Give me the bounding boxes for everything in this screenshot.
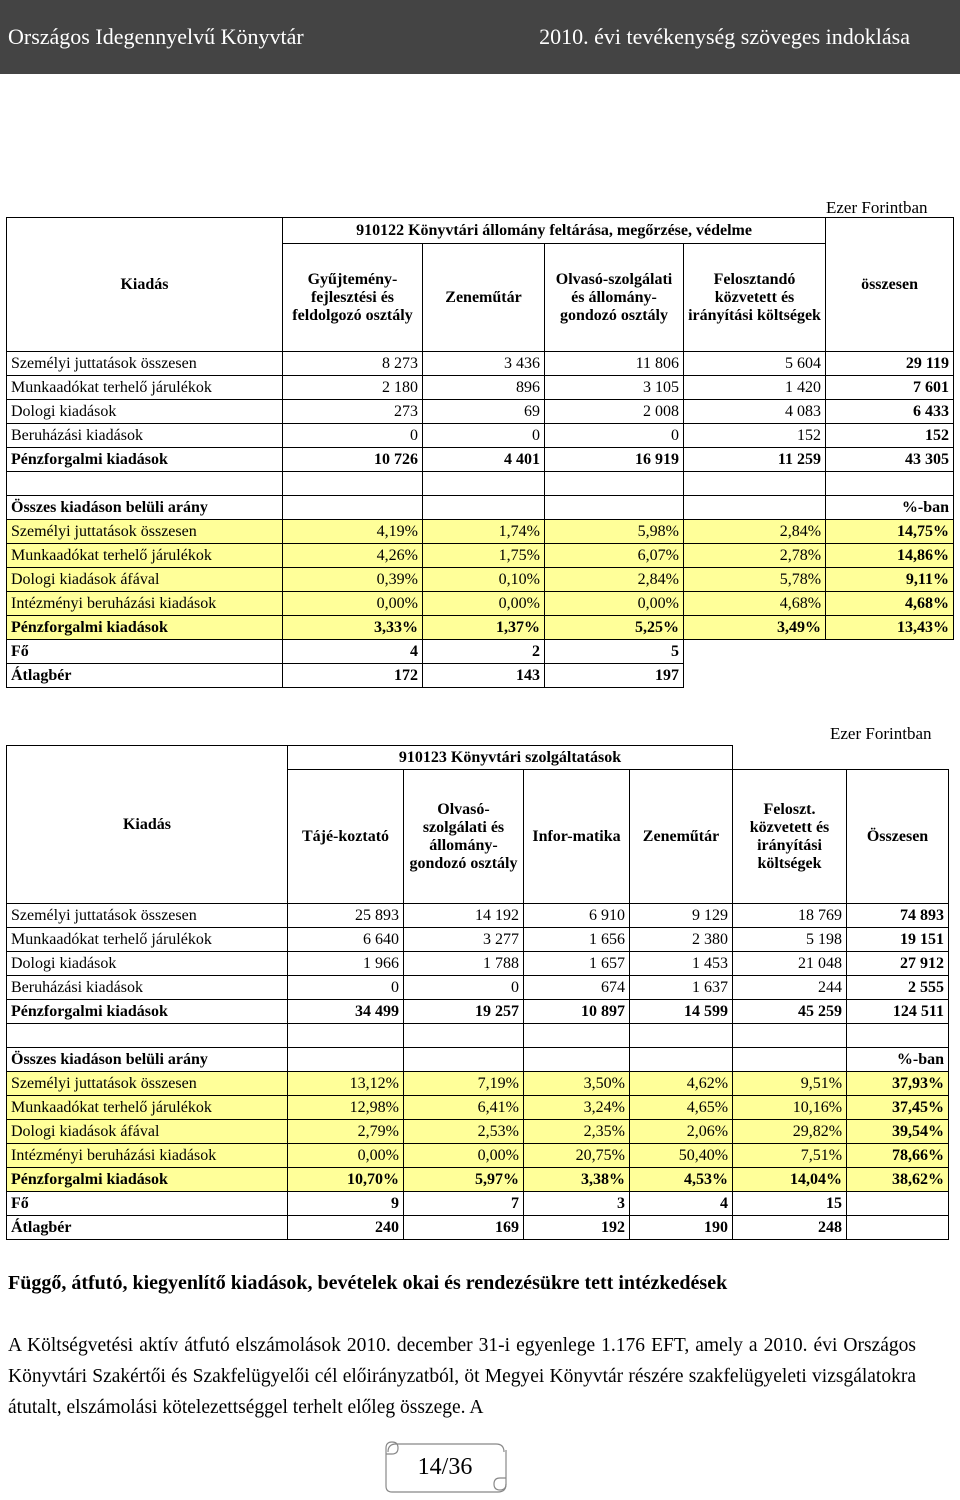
atlagber-cell: 172 (283, 664, 423, 688)
pct-row (7, 592, 954, 616)
row-label: Beruházási kiadások (7, 976, 288, 1000)
value-cell: 152 (684, 424, 826, 448)
page-header (0, 0, 960, 74)
atlagber-cell: 248 (733, 1216, 847, 1240)
pct-cell: 9,51% (733, 1072, 847, 1096)
table1-header-col1: Gyűjtemény-fejlesztési és feldolgozó osztály (283, 244, 423, 352)
total-cell: 43 305 (826, 448, 954, 472)
header-report-title: 2010. évi tevékenység szöveges indoklása (539, 24, 910, 49)
empty-cell (288, 1024, 404, 1048)
value-cell: 0 (283, 424, 423, 448)
table-row (7, 376, 954, 400)
pct-cell: 4,68% (684, 592, 826, 616)
empty-cell (684, 640, 826, 664)
empty-cell (283, 472, 423, 496)
row-label: Dologi kiadások (7, 952, 288, 976)
value-cell: 45 259 (733, 1000, 847, 1024)
table-row (7, 448, 954, 472)
pct-cell: 20,75% (524, 1144, 630, 1168)
pct-total-cell: 37,45% (847, 1096, 949, 1120)
row-label: Pénzforgalmi kiadások (7, 448, 283, 472)
pct-total-cell: 9,11% (826, 568, 954, 592)
pct-cell: 6,41% (404, 1096, 524, 1120)
pct-cell: 0,00% (404, 1144, 524, 1168)
empty-cell (630, 1048, 733, 1072)
page-number: 14/36 (417, 1454, 473, 1480)
empty-cell (733, 1024, 847, 1048)
pct-cell: 12,98% (288, 1096, 404, 1120)
pct-cell: 2,84% (545, 568, 684, 592)
row-label: Intézményi beruházási kiadások (7, 1144, 288, 1168)
row-label: Munkaadókat terhelő járulékok (7, 1096, 288, 1120)
fo-cell: 9 (288, 1192, 404, 1216)
value-cell: 1 420 (684, 376, 826, 400)
fo-cell: 4 (283, 640, 423, 664)
value-cell: 1 657 (524, 952, 630, 976)
row-label: Személyi juttatások összesen (7, 520, 283, 544)
table2-header-col2: Olvasó-szolgálati és állomány-gondozó osztály (404, 770, 524, 904)
pct-cell: 2,35% (524, 1120, 630, 1144)
table-row (7, 976, 949, 1000)
total-cell: 7 601 (826, 376, 954, 400)
empty-cell (524, 1024, 630, 1048)
value-cell: 21 048 (733, 952, 847, 976)
fo-row (7, 640, 954, 664)
fo-cell: 5 (545, 640, 684, 664)
value-cell: 69 (423, 400, 545, 424)
pct-cell: 3,49% (684, 616, 826, 640)
value-cell: 14 192 (404, 904, 524, 928)
empty-cell (545, 472, 684, 496)
pct-heading: Összes kiadáson belüli arány (7, 1048, 288, 1072)
row-label: Munkaadókat terhelő járulékok (7, 928, 288, 952)
separator-row (7, 1024, 949, 1048)
value-cell: 1 453 (630, 952, 733, 976)
empty-cell (826, 640, 954, 664)
empty-cell (847, 1024, 949, 1048)
table2 (6, 745, 949, 1240)
value-cell: 3 436 (423, 352, 545, 376)
value-cell: 3 105 (545, 376, 684, 400)
fo-cell: 7 (404, 1192, 524, 1216)
value-cell: 674 (524, 976, 630, 1000)
row-label: Munkaadókat terhelő járulékok (7, 544, 283, 568)
row-label: Dologi kiadások áfával (7, 1120, 288, 1144)
row-label: Dologi kiadások áfával (7, 568, 283, 592)
value-cell: 10 726 (283, 448, 423, 472)
table1-title: 910122 Könyvtári állomány feltárása, megőrzése, védelme (283, 218, 826, 244)
pct-cell: 6,07% (545, 544, 684, 568)
value-cell: 4 083 (684, 400, 826, 424)
pct-cell: 7,51% (733, 1144, 847, 1168)
value-cell: 5 198 (733, 928, 847, 952)
empty-cell (826, 472, 954, 496)
fo-row (7, 1192, 949, 1216)
pct-unit: %-ban (847, 1048, 949, 1072)
pct-cell: 14,04% (733, 1168, 847, 1192)
value-cell: 273 (283, 400, 423, 424)
table-row (7, 928, 949, 952)
value-cell: 11 806 (545, 352, 684, 376)
value-cell: 25 893 (288, 904, 404, 928)
pct-total-cell: 78,66% (847, 1144, 949, 1168)
empty-cell (283, 496, 423, 520)
atlagber-row (7, 664, 954, 688)
table2-header-col5: Feloszt. közvetett és irányítási költségek (733, 770, 847, 904)
pct-cell: 4,62% (630, 1072, 733, 1096)
pct-row (7, 1096, 949, 1120)
table2-header-col1: Tájé-koztató (288, 770, 404, 904)
atlagber-cell: 240 (288, 1216, 404, 1240)
pct-total-cell: 37,93% (847, 1072, 949, 1096)
table2-unit-label: Ezer Forintban (830, 724, 932, 743)
table-row (7, 424, 954, 448)
empty-cell (288, 1048, 404, 1072)
empty-cell (7, 472, 283, 496)
pct-cell: 3,38% (524, 1168, 630, 1192)
empty-cell (733, 1048, 847, 1072)
table-row (7, 904, 949, 928)
atlagber-label: Átlagbér (7, 1216, 288, 1240)
separator-row (7, 472, 954, 496)
pct-cell: 3,50% (524, 1072, 630, 1096)
pct-cell: 4,65% (630, 1096, 733, 1120)
empty-cell (847, 1192, 949, 1216)
fo-label: Fő (7, 1192, 288, 1216)
empty-cell (684, 664, 826, 688)
value-cell: 3 277 (404, 928, 524, 952)
pct-total-cell: 13,43% (826, 616, 954, 640)
pct-cell: 2,79% (288, 1120, 404, 1144)
pct-cell: 50,40% (630, 1144, 733, 1168)
atlagber-cell: 190 (630, 1216, 733, 1240)
pct-cell: 5,98% (545, 520, 684, 544)
value-cell: 34 499 (288, 1000, 404, 1024)
pct-heading-row (7, 1048, 949, 1072)
pct-cell: 2,78% (684, 544, 826, 568)
value-cell: 19 257 (404, 1000, 524, 1024)
value-cell: 9 129 (630, 904, 733, 928)
pct-cell: 0,39% (283, 568, 423, 592)
pct-cell: 10,16% (733, 1096, 847, 1120)
pct-row (7, 1168, 949, 1192)
table1-header-col2: Zeneműtár (423, 244, 545, 352)
row-label: Pénzforgalmi kiadások (7, 1000, 288, 1024)
table1-header-col3: Olvasó-szolgálati és állomány-gondozó osztály (545, 244, 684, 352)
value-cell: 10 897 (524, 1000, 630, 1024)
table-row (7, 1000, 949, 1024)
value-cell: 6 640 (288, 928, 404, 952)
total-cell: 124 511 (847, 1000, 949, 1024)
table1-header-total: összesen (826, 218, 954, 352)
pct-total-cell: 39,54% (847, 1120, 949, 1144)
row-label: Beruházási kiadások (7, 424, 283, 448)
pct-heading-row (7, 496, 954, 520)
table-row (7, 952, 949, 976)
fo-cell: 15 (733, 1192, 847, 1216)
fo-cell: 2 (423, 640, 545, 664)
pct-cell: 0,10% (423, 568, 545, 592)
empty-cell (684, 472, 826, 496)
value-cell: 1 788 (404, 952, 524, 976)
pct-cell: 0,00% (423, 592, 545, 616)
row-label: Pénzforgalmi kiadások (7, 1168, 288, 1192)
value-cell: 1 637 (630, 976, 733, 1000)
pct-cell: 0,00% (545, 592, 684, 616)
row-label: Intézményi beruházási kiadások (7, 592, 283, 616)
total-cell: 74 893 (847, 904, 949, 928)
value-cell: 1 966 (288, 952, 404, 976)
pct-total-cell: 38,62% (847, 1168, 949, 1192)
atlagber-label: Átlagbér (7, 664, 283, 688)
pct-cell: 2,06% (630, 1120, 733, 1144)
page-number-ornament (380, 1438, 510, 1494)
value-cell: 244 (733, 976, 847, 1000)
total-cell: 6 433 (826, 400, 954, 424)
row-label: Dologi kiadások (7, 400, 283, 424)
pct-total-cell: 14,75% (826, 520, 954, 544)
row-label: Személyi juttatások összesen (7, 1072, 288, 1096)
row-label: Személyi juttatások összesen (7, 904, 288, 928)
row-label: Személyi juttatások összesen (7, 352, 283, 376)
table2-header-total: Összesen (847, 770, 949, 904)
pct-cell: 2,53% (404, 1120, 524, 1144)
fo-cell: 3 (524, 1192, 630, 1216)
value-cell: 18 769 (733, 904, 847, 928)
value-cell: 0 (423, 424, 545, 448)
empty-cell (423, 472, 545, 496)
row-label: Pénzforgalmi kiadások (7, 616, 283, 640)
body-paragraph: A Költségvetési aktív átfutó elszámolások 2010. december 31-i egyenlege 1.176 EFT, amely a 2010. évi Országos Könyvtári Szakértői és Szakfelügyelői cél előirányzatból, öt Megyei Könyvtár részére szakfelügyeleti vizsgálatokra átutalt, elszámolási kötelezettséggel terhelt előleg összege. A (8, 1335, 916, 1418)
table2-header-col4: Zeneműtár (630, 770, 733, 904)
atlagber-cell: 192 (524, 1216, 630, 1240)
section-heading: Függő, átfutó, kiegyenlítő kiadások, bevételek okai és rendezésükre tett intézkedések (8, 1272, 728, 1294)
pct-cell: 13,12% (288, 1072, 404, 1096)
value-cell: 0 (288, 976, 404, 1000)
empty-cell (404, 1024, 524, 1048)
table1 (6, 217, 954, 688)
table-row (7, 352, 954, 376)
value-cell: 14 599 (630, 1000, 733, 1024)
pct-cell: 4,26% (283, 544, 423, 568)
value-cell: 4 401 (423, 448, 545, 472)
empty-cell (404, 1048, 524, 1072)
pct-cell: 10,70% (288, 1168, 404, 1192)
pct-row (7, 1144, 949, 1168)
total-cell: 19 151 (847, 928, 949, 952)
value-cell: 2 380 (630, 928, 733, 952)
fo-cell: 4 (630, 1192, 733, 1216)
pct-cell: 1,37% (423, 616, 545, 640)
row-label: Munkaadókat terhelő járulékok (7, 376, 283, 400)
pct-cell: 4,19% (283, 520, 423, 544)
value-cell: 1 656 (524, 928, 630, 952)
pct-cell: 5,97% (404, 1168, 524, 1192)
atlagber-cell: 197 (545, 664, 684, 688)
pct-total-cell: 14,86% (826, 544, 954, 568)
pct-cell: 3,33% (283, 616, 423, 640)
pct-cell: 5,25% (545, 616, 684, 640)
table1-header-col4: Felosztandó közvetett és irányítási költségek (684, 244, 826, 352)
pct-cell: 4,53% (630, 1168, 733, 1192)
pct-cell: 29,82% (733, 1120, 847, 1144)
empty-cell (847, 1216, 949, 1240)
header-institution: Országos Idegennyelvű Könyvtár (8, 24, 304, 49)
pct-cell: 3,24% (524, 1096, 630, 1120)
empty-cell (826, 664, 954, 688)
empty-cell (423, 496, 545, 520)
pct-total-cell: 4,68% (826, 592, 954, 616)
value-cell: 0 (545, 424, 684, 448)
total-cell: 27 912 (847, 952, 949, 976)
atlagber-cell: 143 (423, 664, 545, 688)
pct-cell: 1,74% (423, 520, 545, 544)
value-cell: 11 259 (684, 448, 826, 472)
pct-row (7, 1120, 949, 1144)
fo-label: Fő (7, 640, 283, 664)
pct-cell: 5,78% (684, 568, 826, 592)
value-cell: 0 (404, 976, 524, 1000)
value-cell: 8 273 (283, 352, 423, 376)
empty-cell (545, 496, 684, 520)
pct-cell: 2,84% (684, 520, 826, 544)
value-cell: 2 180 (283, 376, 423, 400)
table2-header-col3: Infor-matika (524, 770, 630, 904)
total-cell: 29 119 (826, 352, 954, 376)
table-row (7, 400, 954, 424)
total-cell: 152 (826, 424, 954, 448)
pct-cell: 0,00% (288, 1144, 404, 1168)
empty-cell (684, 496, 826, 520)
value-cell: 2 008 (545, 400, 684, 424)
table2-header-kiadas: Kiadás (7, 746, 288, 904)
pct-unit: %-ban (826, 496, 954, 520)
value-cell: 896 (423, 376, 545, 400)
table2-title: 910123 Könyvtári szolgáltatások (288, 746, 733, 770)
atlagber-row (7, 1216, 949, 1240)
pct-row (7, 544, 954, 568)
value-cell: 6 910 (524, 904, 630, 928)
table1-unit-label: Ezer Forintban (826, 198, 928, 217)
pct-row (7, 1072, 949, 1096)
pct-cell: 0,00% (283, 592, 423, 616)
pct-heading: Összes kiadáson belüli arány (7, 496, 283, 520)
pct-row (7, 568, 954, 592)
table1-header-kiadas: Kiadás (7, 218, 283, 352)
empty-cell (7, 1024, 288, 1048)
empty-cell (524, 1048, 630, 1072)
value-cell: 16 919 (545, 448, 684, 472)
pct-cell: 7,19% (404, 1072, 524, 1096)
total-cell: 2 555 (847, 976, 949, 1000)
pct-cell: 1,75% (423, 544, 545, 568)
empty-cell (630, 1024, 733, 1048)
pct-row (7, 520, 954, 544)
pct-row (7, 616, 954, 640)
value-cell: 5 604 (684, 352, 826, 376)
atlagber-cell: 169 (404, 1216, 524, 1240)
